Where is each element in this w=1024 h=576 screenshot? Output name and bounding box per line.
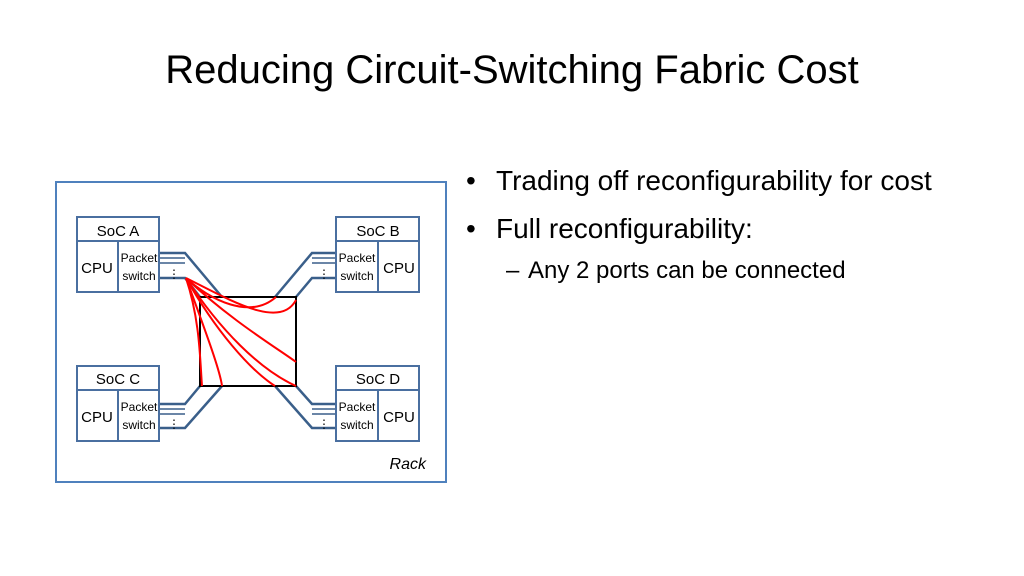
soc-c-label: SoC C: [95, 371, 141, 388]
soc-c-ellipsis: ⋮: [168, 417, 180, 431]
soc-d-label: SoC D: [355, 371, 401, 388]
soc-a: [77, 217, 180, 292]
soc-d-cpu: CPU: [383, 409, 415, 426]
soc-b-cpu: CPU: [383, 260, 415, 277]
uplink-d-1: [296, 386, 336, 404]
soc-b-ellipsis: ⋮: [318, 267, 330, 281]
soc-b: [318, 217, 419, 292]
soc-d-switch-1: Packet: [338, 400, 376, 414]
soc-c-switch-1: Packet: [120, 400, 158, 414]
soc-c-switch-2: switch: [122, 418, 156, 432]
soc-a-label: SoC A: [96, 223, 140, 240]
bullet-tradeoff: • Trading off reconfigurability for cost: [466, 164, 1016, 198]
soc-a-ellipsis: ⋮: [168, 267, 180, 281]
soc-a-cpu: CPU: [81, 260, 113, 277]
rack-label: Rack: [389, 456, 426, 473]
uplink-b-2: [296, 278, 336, 297]
soc-a-switch-1: Packet: [120, 251, 158, 265]
circuit-switch: [200, 297, 296, 386]
soc-b-switch-1: Packet: [338, 251, 376, 265]
soc-b-switch-2: switch: [340, 269, 374, 283]
soc-c-cpu: CPU: [81, 409, 113, 426]
soc-d-switch-2: switch: [340, 418, 374, 432]
slide-title: Reducing Circuit-Switching Fabric Cost: [165, 48, 859, 92]
bullet-full-reconfig: • Full reconfigurability:: [466, 212, 1016, 246]
soc-d-ellipsis: ⋮: [318, 417, 330, 431]
uplink-c-1: [158, 386, 200, 404]
soc-a-switch-2: switch: [122, 269, 156, 283]
subbullet-any-ports: – Any 2 ports can be connected: [466, 256, 1016, 286]
soc-b-label: SoC B: [356, 223, 400, 240]
